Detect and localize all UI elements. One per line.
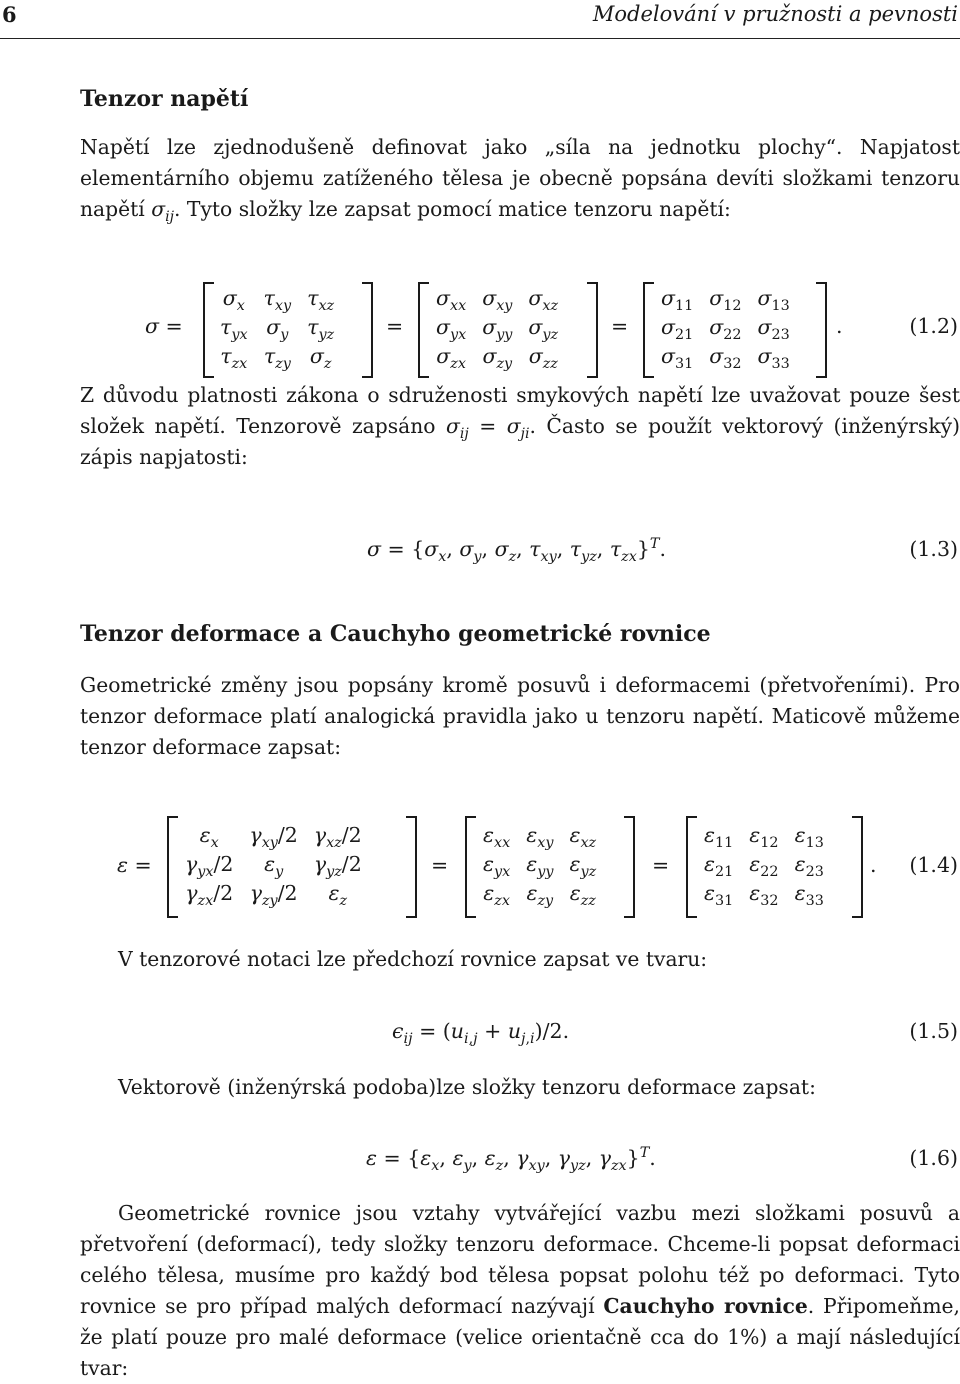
equals-sign: = <box>386 314 404 338</box>
matrix-bracket-right <box>587 282 598 378</box>
equals-sign: = <box>652 853 670 877</box>
inline-math-sigma-ij: $\sigma_{ij}$ <box>151 197 175 226</box>
matrix-bracket-right <box>362 282 373 378</box>
paragraph-cauchy <box>80 1198 960 1384</box>
paragraph-text: . Často se použít vektorový (inženýrský) zápis napjatosti: <box>80 414 960 469</box>
paragraph-text: . Připomeňme, že platí pouze pro malé deformace (velice orientačně cca do 1%) a mají následující tvar: <box>80 1294 960 1380</box>
matrix-stress-engineering: $\sigma_x$ $\tau_{xy}$ $\tau_{xz}$ $\tau_{yx}$ $\sigma_y$ $\tau_{yz}$ $\tau_{zx}$ $\tau_{zy}$ $\sigma_z$ <box>220 285 335 372</box>
paragraph-text: Geometrické rovnice jsou vztahy vytvářející vazbu mezi složkami posuvů a přetvoření (deformací), tedy složky tenzoru deformace. Chceme-li popsat deformaci celého tělesa, musíme pro každý bod tělesa popsat polohu též po deformaci. Tyto rovnice se pro případ malých deformací nazývají <box>80 1201 960 1318</box>
matrix-bracket-right <box>816 282 827 378</box>
section-heading-stress-tensor: Tenzor napětí <box>80 86 249 112</box>
equals-sign: = <box>431 853 449 877</box>
header-rule <box>0 38 960 39</box>
matrix-bracket-right <box>406 816 417 918</box>
period: . <box>836 314 843 338</box>
equation-1-4 <box>0 806 960 926</box>
matrix-strain-tensor-indexed: $\varepsilon_{11}$ $\varepsilon_{12}$ $\varepsilon_{13}$ $\varepsilon_{21}$ $\varepsilon_{22}$ $\varepsilon_{23}$ $\varepsilon_{31}$ $\varepsilon_{32}$ $\varepsilon_{33}$ <box>704 822 824 909</box>
period: . <box>870 853 877 877</box>
paragraph-tensor-notation: V tenzorové notaci lze předchozí rovnice zapsat ve tvaru: <box>118 947 708 971</box>
matrix-bracket-right <box>624 816 635 918</box>
equation-number: (1.2) <box>909 314 958 338</box>
inline-math-symmetry: $\sigma_{ij} = \sigma_{ji}$ <box>445 414 530 443</box>
matrix-stress-tensor-xyz: $\sigma_{xx}$ $\sigma_{xy}$ $\sigma_{xz}$ $\sigma_{yx}$ $\sigma_{yy}$ $\sigma_{yz}$ $\sigma_{zx}$ $\sigma_{zy}$ $\sigma_{zz}$ <box>436 285 559 372</box>
equation-1-6: $\varepsilon = \{\varepsilon_x$, $\varepsilon_y$, $\varepsilon_z$, $\gamma_{xy}$, $\gamma_{yz}$, $\gamma_{zx}\}^T$. <box>366 1145 656 1175</box>
page-number: 6 <box>2 2 17 27</box>
eq-lhs-epsilon: ε = <box>117 853 152 877</box>
equation-number: (1.5) <box>909 1019 958 1043</box>
eq-lhs-sigma: σ = <box>145 314 183 338</box>
paragraph-text: Z důvodu platnosti zákona o sdruženosti smykových napětí lze uvažovat pouze šest složek napětí. Tenzorově zapsáno <box>80 383 960 438</box>
matrix-strain-engineering: $\varepsilon_x$ $\gamma_{xy}/2$ $\gamma_{xz}/2$ $\gamma_{yx}/2$ $\varepsilon_y$ $\gamma_{yz}/2$ $\gamma_{zx}/2$ $\gamma_{zy}/2$ $\varepsilon_z$ <box>185 822 362 909</box>
equation-number: (1.6) <box>909 1146 958 1170</box>
matrix-strain-tensor-xyz: $\varepsilon_{xx}$ $\varepsilon_{xy}$ $\varepsilon_{xz}$ $\varepsilon_{yx}$ $\varepsilon_{yy}$ $\varepsilon_{yz}$ $\varepsilon_{zx}$ $\varepsilon_{zy}$ $\varepsilon_{zz}$ <box>483 822 597 909</box>
equation-1-3: $\sigma = \{\sigma_x$, $\sigma_y$, $\sigma_z$, $\tau_{xy}$, $\tau_{yz}$, $\tau_{zx}\}^T$. <box>367 536 666 566</box>
equation-1-5: $\epsilon_{ij} = (u_{i,j} + u_{j,i})/2$. <box>392 1019 570 1048</box>
term-cauchy-equations: Cauchyho rovnice <box>603 1294 808 1318</box>
equals-sign: = <box>611 314 629 338</box>
paragraph-strain-intro: Geometrické změny jsou popsány kromě posuvů i deformacemi (přetvořeními). Pro tenzor deformace platí analogická pravidla jako u tenzoru napětí. Maticově můžeme tenzor deformace zapsat: <box>80 673 960 759</box>
equation-number: (1.4) <box>909 853 958 877</box>
paragraph-symmetry <box>80 380 960 473</box>
running-title: Modelování v pružnosti a pevnosti <box>592 2 958 26</box>
paragraph-vector-form: Vektorově (inženýrská podoba)lze složky tenzoru deformace zapsat: <box>118 1075 816 1099</box>
paragraph-text: Napětí lze zjednodušeně definovat jako „síla na jednotku plochy“. Napjatost elementárního objemu zatíženého tělesa je obecně popsána devíti složkami tenzoru napětí <box>80 135 960 221</box>
paragraph-text: . Tyto složky lze zapsat pomocí matice tenzoru napětí: <box>174 197 731 221</box>
equation-number: (1.3) <box>909 537 958 561</box>
equation-1-2 <box>0 268 960 388</box>
matrix-stress-tensor-indexed: $\sigma_{11}$ $\sigma_{12}$ $\sigma_{13}$ $\sigma_{21}$ $\sigma_{22}$ $\sigma_{23}$ $\sigma_{31}$ $\sigma_{32}$ $\sigma_{33}$ <box>661 285 790 372</box>
paragraph-stress-definition <box>80 132 960 225</box>
section-heading-strain-tensor: Tenzor deformace a Cauchyho geometrické rovnice <box>80 621 711 647</box>
matrix-bracket-right <box>852 816 863 918</box>
